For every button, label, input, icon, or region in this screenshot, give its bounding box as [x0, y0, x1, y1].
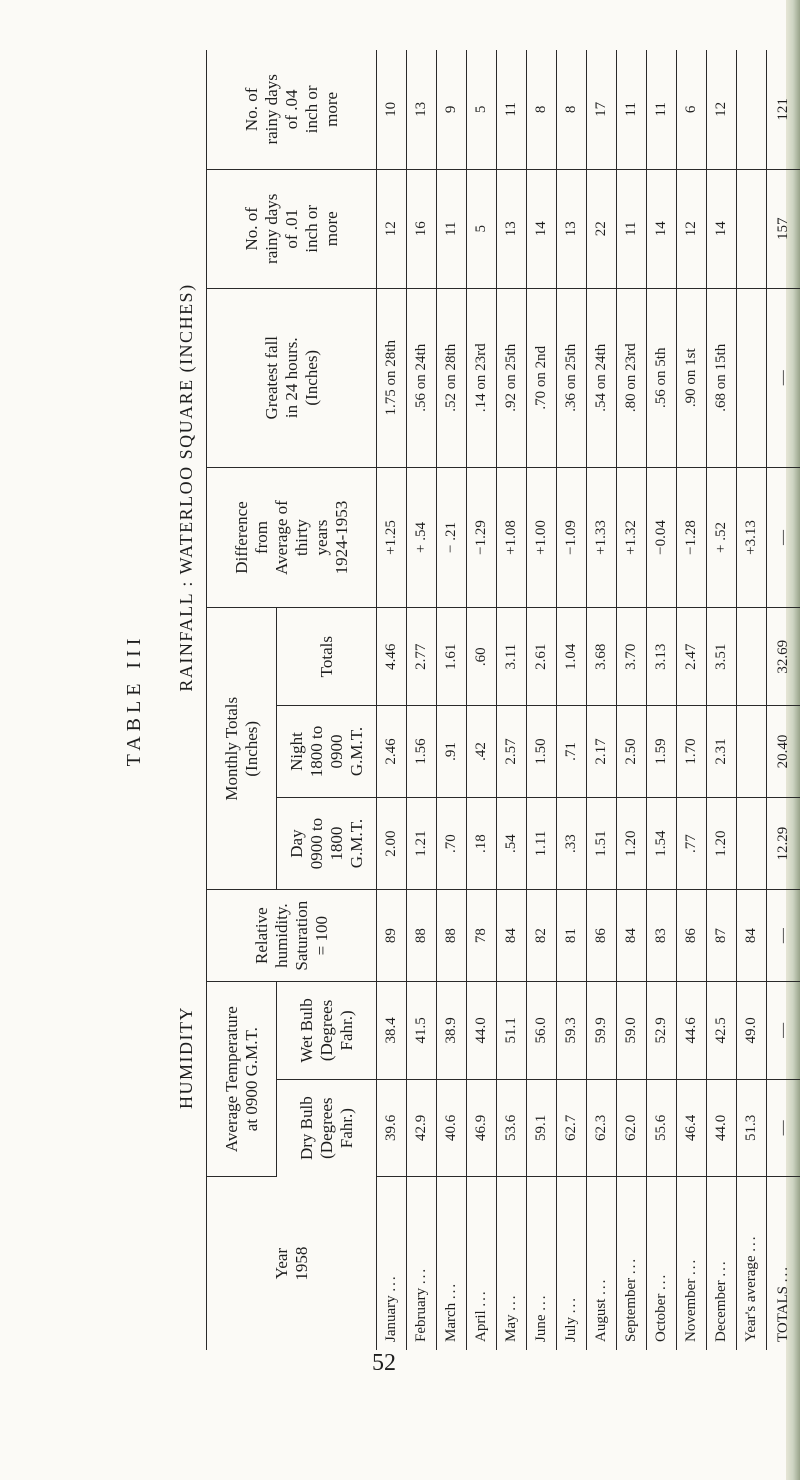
- dry-bulb-cell: —: [767, 1079, 800, 1177]
- wet-bulb-cell: 59.0: [617, 982, 647, 1080]
- month-label: January: [383, 1295, 399, 1342]
- leader-dots: ...: [683, 1257, 699, 1275]
- greatest-fall-cell: .92 on 25th: [497, 288, 527, 467]
- wet-bulb-cell: 59.9: [587, 982, 617, 1080]
- leader-dots: ...: [623, 1256, 639, 1275]
- totals-label: TOTALS: [775, 1285, 792, 1342]
- day-rain-cell: .33: [557, 798, 587, 890]
- wet-bulb-cell: 44.0: [467, 982, 497, 1080]
- table-label: TABLE III: [122, 633, 145, 767]
- difference-cell: —: [767, 467, 800, 608]
- greatest-fall-cell: .90 on 1st: [677, 288, 707, 467]
- month-cell: [647, 1177, 677, 1350]
- header-totals: [277, 608, 377, 706]
- month-label: April: [473, 1310, 489, 1342]
- page-number: 52: [372, 1350, 396, 1376]
- rainy-days-04-cell: 5: [467, 50, 497, 169]
- relative-humidity-cell: 84: [617, 890, 647, 982]
- day-rain-cell: .70: [437, 798, 467, 890]
- header-greatest-fall-text: Greatest fall in 24 hours. (Inches): [261, 335, 321, 420]
- night-rain-cell: 2.17: [587, 705, 617, 797]
- night-rain-cell: 20.40: [767, 705, 800, 797]
- table-row: [587, 50, 617, 1350]
- wet-bulb-cell: —: [767, 982, 800, 1080]
- header-monthly-totals: [207, 608, 277, 890]
- relative-humidity-cell: 83: [647, 890, 677, 982]
- day-rain-cell: 1.21: [407, 798, 437, 890]
- table-row: [467, 50, 497, 1350]
- total-rain-cell: 2.61: [527, 608, 557, 706]
- difference-cell: +3.13: [737, 467, 767, 608]
- header-greatest-fall: [207, 288, 377, 467]
- total-rain-cell: 1.61: [437, 608, 467, 706]
- table-row: [737, 50, 767, 1350]
- total-rain-cell: 3.68: [587, 608, 617, 706]
- leader-dots: ...: [593, 1277, 609, 1295]
- difference-cell: −1.29: [467, 467, 497, 608]
- month-label: September: [623, 1277, 639, 1342]
- header-rainy-days-01: [207, 169, 377, 288]
- rainy-days-04-cell: 17: [587, 50, 617, 169]
- leader-dots: ...: [775, 1264, 792, 1283]
- night-rain-cell: 2.46: [377, 705, 407, 797]
- relative-humidity-cell: 82: [527, 890, 557, 982]
- relative-humidity-cell: 89: [377, 890, 407, 982]
- header-monthly-totals-text: Monthly Totals (Inches): [221, 696, 261, 801]
- leader-dots: ...: [653, 1272, 669, 1290]
- dry-bulb-cell: 59.1: [527, 1079, 557, 1177]
- relative-humidity-cell: 78: [467, 890, 497, 982]
- section-rainfall: RAINFALL : WATERLOO SQUARE (INCHES): [175, 283, 196, 692]
- wet-bulb-cell: 44.6: [677, 982, 707, 1080]
- wet-bulb-cell: 56.0: [527, 982, 557, 1080]
- night-rain-cell: 2.31: [707, 705, 737, 797]
- table-row: [407, 50, 437, 1350]
- header-relative-humidity: [207, 890, 377, 982]
- header-wet-bulb: [277, 982, 377, 1080]
- leader-dots: ...: [563, 1295, 579, 1314]
- month-label: March: [443, 1302, 459, 1342]
- difference-cell: − .21: [437, 467, 467, 608]
- day-rain-cell: 1.20: [707, 798, 737, 890]
- relative-humidity-cell: 86: [677, 890, 707, 982]
- night-rain-cell: 2.57: [497, 705, 527, 797]
- day-rain-cell: .54: [497, 798, 527, 890]
- relative-humidity-cell: —: [767, 890, 800, 982]
- total-rain-cell: 4.46: [377, 608, 407, 706]
- total-rain-cell: 3.51: [707, 608, 737, 706]
- total-rain-cell: .60: [467, 608, 497, 706]
- header-year: [207, 1177, 377, 1350]
- greatest-fall-cell: —: [767, 288, 800, 467]
- table-row: [617, 50, 647, 1350]
- month-label: July: [563, 1316, 579, 1342]
- month-cell: [407, 1177, 437, 1350]
- greatest-fall-cell: .56 on 5th: [647, 288, 677, 467]
- rainy-days-01-cell: 157: [767, 169, 800, 288]
- header-avg-temp: [207, 982, 277, 1177]
- rainy-days-01-cell: 14: [647, 169, 677, 288]
- day-rain-cell: 2.00: [377, 798, 407, 890]
- total-rain-cell: 32.69: [767, 608, 800, 706]
- table-row: [377, 50, 407, 1350]
- total-rain-cell: 3.11: [497, 608, 527, 706]
- greatest-fall-cell: .52 on 28th: [437, 288, 467, 467]
- month-label: August: [593, 1298, 609, 1342]
- greatest-fall-cell: [737, 288, 767, 467]
- table-row: [527, 50, 557, 1350]
- month-label: February: [413, 1287, 429, 1342]
- night-rain-cell: 1.50: [527, 705, 557, 797]
- difference-cell: +1.32: [617, 467, 647, 608]
- day-rain-cell: [737, 798, 767, 890]
- day-rain-cell: .77: [677, 798, 707, 890]
- dry-bulb-cell: 39.6: [377, 1079, 407, 1177]
- month-cell: [437, 1177, 467, 1350]
- weather-table: [206, 50, 800, 1350]
- night-rain-cell: 1.70: [677, 705, 707, 797]
- leader-dots: ...: [413, 1266, 429, 1285]
- dry-bulb-cell: 44.0: [707, 1079, 737, 1177]
- wet-bulb-cell: 38.9: [437, 982, 467, 1080]
- table-row: [497, 50, 527, 1350]
- relative-humidity-cell: 84: [497, 890, 527, 982]
- rainy-days-01-cell: [737, 169, 767, 288]
- month-label: December: [713, 1280, 729, 1342]
- day-rain-cell: 12.29: [767, 798, 800, 890]
- greatest-fall-cell: 1.75 on 28th: [377, 288, 407, 467]
- greatest-fall-cell: .54 on 24th: [587, 288, 617, 467]
- total-rain-cell: 2.47: [677, 608, 707, 706]
- header-difference: [207, 467, 377, 608]
- rainy-days-01-cell: 12: [377, 169, 407, 288]
- header-night: [277, 705, 377, 797]
- month-label: May: [503, 1314, 519, 1342]
- rainy-days-01-cell: 11: [617, 169, 647, 288]
- rainy-days-04-cell: 10: [377, 50, 407, 169]
- rainy-days-04-cell: 11: [617, 50, 647, 169]
- relative-humidity-cell: 81: [557, 890, 587, 982]
- table-row: [437, 50, 467, 1350]
- greatest-fall-cell: .14 on 23rd: [467, 288, 497, 467]
- header-rainy-days-04: [207, 50, 377, 169]
- rainy-days-04-cell: 11: [497, 50, 527, 169]
- greatest-fall-cell: .70 on 2nd: [527, 288, 557, 467]
- dry-bulb-cell: 62.3: [587, 1079, 617, 1177]
- month-cell: [527, 1177, 557, 1350]
- relative-humidity-cell: 87: [707, 890, 737, 982]
- header-totals-text: Totals: [316, 636, 336, 678]
- header-day: [277, 798, 377, 890]
- table-row: [707, 50, 737, 1350]
- month-label: Year's average: [743, 1255, 759, 1342]
- day-rain-cell: 1.51: [587, 798, 617, 890]
- relative-humidity-cell: 88: [407, 890, 437, 982]
- rainy-days-04-cell: [737, 50, 767, 169]
- total-rain-cell: 1.04: [557, 608, 587, 706]
- leader-dots: ...: [743, 1234, 759, 1252]
- total-rain-cell: 2.77: [407, 608, 437, 706]
- greatest-fall-cell: .68 on 15th: [707, 288, 737, 467]
- difference-cell: +1.00: [527, 467, 557, 608]
- table-row: [677, 50, 707, 1350]
- dry-bulb-cell: 46.4: [677, 1079, 707, 1177]
- totals-row: [767, 50, 800, 1350]
- section-humidity: HUMIDITY: [175, 1006, 196, 1109]
- rainy-days-04-cell: 6: [677, 50, 707, 169]
- month-cell: [737, 1177, 767, 1350]
- rainy-days-04-cell: 9: [437, 50, 467, 169]
- month-label: June: [533, 1314, 549, 1342]
- night-rain-cell: [737, 705, 767, 797]
- rainy-days-01-cell: 12: [677, 169, 707, 288]
- wet-bulb-cell: 42.5: [707, 982, 737, 1080]
- month-cell: [467, 1177, 497, 1350]
- rainy-days-01-cell: 5: [467, 169, 497, 288]
- night-rain-cell: 2.50: [617, 705, 647, 797]
- rainy-days-04-cell: 8: [527, 50, 557, 169]
- difference-cell: −1.28: [677, 467, 707, 608]
- total-rain-cell: 3.70: [617, 608, 647, 706]
- wet-bulb-cell: 38.4: [377, 982, 407, 1080]
- month-cell: [497, 1177, 527, 1350]
- header-year-text: Year 1958: [271, 1246, 311, 1281]
- month-cell: [707, 1177, 737, 1350]
- dry-bulb-cell: 62.7: [557, 1079, 587, 1177]
- month-cell: [557, 1177, 587, 1350]
- relative-humidity-cell: 88: [437, 890, 467, 982]
- difference-cell: +1.25: [377, 467, 407, 608]
- table-row: [647, 50, 677, 1350]
- leader-dots: ...: [533, 1293, 549, 1311]
- relative-humidity-cell: 84: [737, 890, 767, 982]
- night-rain-cell: 1.56: [407, 705, 437, 797]
- rainy-days-01-cell: 13: [497, 169, 527, 288]
- month-label: October: [653, 1293, 669, 1342]
- month-cell: [617, 1177, 647, 1350]
- rainy-days-01-cell: 13: [557, 169, 587, 288]
- rotated-table-page: [110, 50, 790, 1350]
- night-rain-cell: .71: [557, 705, 587, 797]
- header-difference-text: Difference from Average of thirty years 1924-1953: [231, 500, 351, 575]
- header-dry-bulb: [277, 1079, 377, 1177]
- header-wet-bulb-text: Wet Bulb (Degrees Fahr.): [296, 998, 356, 1063]
- leader-dots: ...: [383, 1274, 399, 1292]
- dry-bulb-cell: 40.6: [437, 1079, 467, 1177]
- day-rain-cell: 1.20: [617, 798, 647, 890]
- rainy-days-04-cell: 121: [767, 50, 800, 169]
- rainy-days-01-cell: 11: [437, 169, 467, 288]
- header-day-text: Day 0900 to 1800 G.M.T.: [286, 817, 366, 870]
- header-rainy-days-01-text: No. of rainy days of .01 inch or more: [241, 193, 341, 264]
- rainy-days-04-cell: 13: [407, 50, 437, 169]
- wet-bulb-cell: 59.3: [557, 982, 587, 1080]
- rainy-days-01-cell: 14: [527, 169, 557, 288]
- difference-cell: + .52: [707, 467, 737, 608]
- rainy-days-01-cell: 22: [587, 169, 617, 288]
- dry-bulb-cell: 51.3: [737, 1079, 767, 1177]
- total-rain-cell: [737, 608, 767, 706]
- dry-bulb-cell: 42.9: [407, 1079, 437, 1177]
- header-night-text: Night 1800 to 0900 G.M.T.: [286, 725, 366, 778]
- month-cell: [677, 1177, 707, 1350]
- header-dry-bulb-text: Dry Bulb (Degrees Fahr.): [296, 1096, 356, 1161]
- wet-bulb-cell: 41.5: [407, 982, 437, 1080]
- wet-bulb-cell: 51.1: [497, 982, 527, 1080]
- total-rain-cell: 3.13: [647, 608, 677, 706]
- leader-dots: ...: [713, 1259, 729, 1277]
- rainy-days-04-cell: 12: [707, 50, 737, 169]
- month-cell: [377, 1177, 407, 1350]
- rainy-days-04-cell: 8: [557, 50, 587, 169]
- leader-dots: ...: [443, 1281, 459, 1300]
- dry-bulb-cell: 55.6: [647, 1079, 677, 1177]
- greatest-fall-cell: .80 on 23rd: [617, 288, 647, 467]
- header-rainy-days-04-text: No. of rainy days of .04 inch or more: [241, 74, 341, 145]
- leader-dots: ...: [473, 1289, 489, 1307]
- dry-bulb-cell: 53.6: [497, 1079, 527, 1177]
- wet-bulb-cell: 49.0: [737, 982, 767, 1080]
- rainy-days-01-cell: 16: [407, 169, 437, 288]
- night-rain-cell: 1.59: [647, 705, 677, 797]
- greatest-fall-cell: .56 on 24th: [407, 288, 437, 467]
- rainy-days-04-cell: 11: [647, 50, 677, 169]
- difference-cell: + .54: [407, 467, 437, 608]
- difference-cell: −0.04: [647, 467, 677, 608]
- day-rain-cell: 1.54: [647, 798, 677, 890]
- day-rain-cell: 1.11: [527, 798, 557, 890]
- greatest-fall-cell: .36 on 25th: [557, 288, 587, 467]
- month-cell: [587, 1177, 617, 1350]
- night-rain-cell: .42: [467, 705, 497, 797]
- night-rain-cell: .91: [437, 705, 467, 797]
- relative-humidity-cell: 86: [587, 890, 617, 982]
- totals-label-cell: [767, 1177, 800, 1350]
- table-row: [557, 50, 587, 1350]
- difference-cell: +1.08: [497, 467, 527, 608]
- dry-bulb-cell: 46.9: [467, 1079, 497, 1177]
- difference-cell: −1.09: [557, 467, 587, 608]
- dry-bulb-cell: 62.0: [617, 1079, 647, 1177]
- leader-dots: ...: [503, 1293, 519, 1311]
- header-avg-temp-text: Average Temperature at 0900 G.M.T.: [221, 1006, 261, 1153]
- rainy-days-01-cell: 14: [707, 169, 737, 288]
- header-relative-humidity-text: Relative humidity. Saturation = 100: [251, 900, 331, 971]
- day-rain-cell: .18: [467, 798, 497, 890]
- wet-bulb-cell: 52.9: [647, 982, 677, 1080]
- difference-cell: +1.33: [587, 467, 617, 608]
- month-label: November: [683, 1278, 699, 1342]
